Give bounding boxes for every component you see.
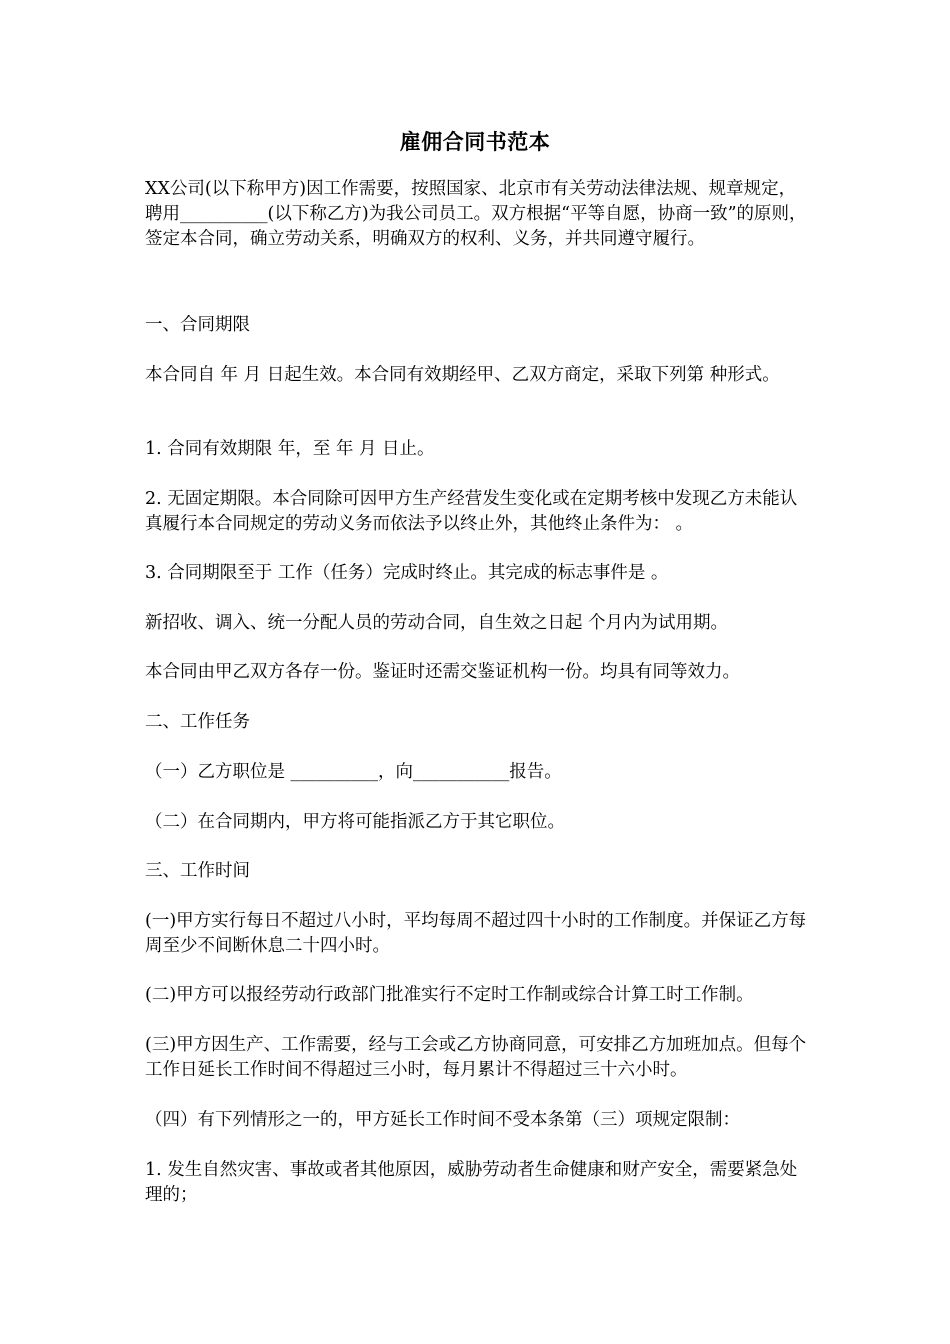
paragraph-emergency: 1. 发生自然灾害、事故或者其他原因，威胁劳动者生命健康和财产安全，需要紧急处理的； — [145, 1160, 798, 1205]
section-heading-duties: 二、工作任务 — [145, 712, 250, 732]
paragraph-hours-3: (三)甲方因生产、工作需要，经与工会或乙方协商同意，可安排乙方加班加点。但每个工作日延长工作时间不得超过三小时，每月累计不得超过三十六小时。 — [145, 1035, 807, 1080]
intro-paragraph: XX公司(以下称甲方)因工作需要，按照国家、北京市有关劳动法律法规、规章规定，聘用__________(以下称乙方)为我公司员工。双方根据“平等自愿，协商一致”的原则，签定本合同，确立劳动关系，明确双方的权利、义务，并共同遵守履行。 — [145, 179, 807, 249]
paragraph-term-3: 3. 合同期限至于 工作（任务）完成时终止。其完成的标志事件是 。 — [145, 563, 669, 583]
section-heading-term: 一、合同期限 — [145, 315, 250, 335]
document-title: 雇佣合同书范本 — [399, 129, 551, 154]
paragraph-hours-4: （四）有下列情形之一的，甲方延长工作时间不受本条第（三）项规定限制： — [145, 1110, 740, 1130]
section-heading-hours: 三、工作时间 — [145, 861, 250, 881]
paragraph-hours-1: (一)甲方实行每日不超过八小时，平均每周不超过四十小时的工作制度。并保证乙方每周至少不间断休息二十四小时。 — [145, 911, 807, 956]
paragraph-effective-date: 本合同自 年 月 日起生效。本合同有效期经甲、乙双方商定，采取下列第 种形式。 — [145, 365, 780, 385]
paragraph-probation: 新招收、调入、统一分配人员的劳动合同，自生效之日起 个月内为试用期。 — [145, 613, 729, 633]
paragraph-copies: 本合同由甲乙双方各存一份。鉴证时还需交鉴证机构一份。均具有同等效力。 — [145, 662, 740, 682]
paragraph-term-2: 2. 无固定期限。本合同除可因甲方生产经营发生变化或在定期考核中发现乙方未能认真履行本合同规定的劳动义务而依法予以终止外，其他终止条件为： 。 — [145, 489, 798, 534]
paragraph-position: （一）乙方职位是 __________，向___________报告。 — [145, 762, 562, 782]
paragraph-reassignment: （二）在合同期内，甲方将可能指派乙方于其它职位。 — [145, 812, 565, 832]
paragraph-hours-2: (二)甲方可以报经劳动行政部门批准实行不定时工作制或综合计算工时工作制。 — [145, 985, 754, 1005]
paragraph-term-1: 1. 合同有效期限 年，至 年 月 日止。 — [145, 439, 435, 459]
